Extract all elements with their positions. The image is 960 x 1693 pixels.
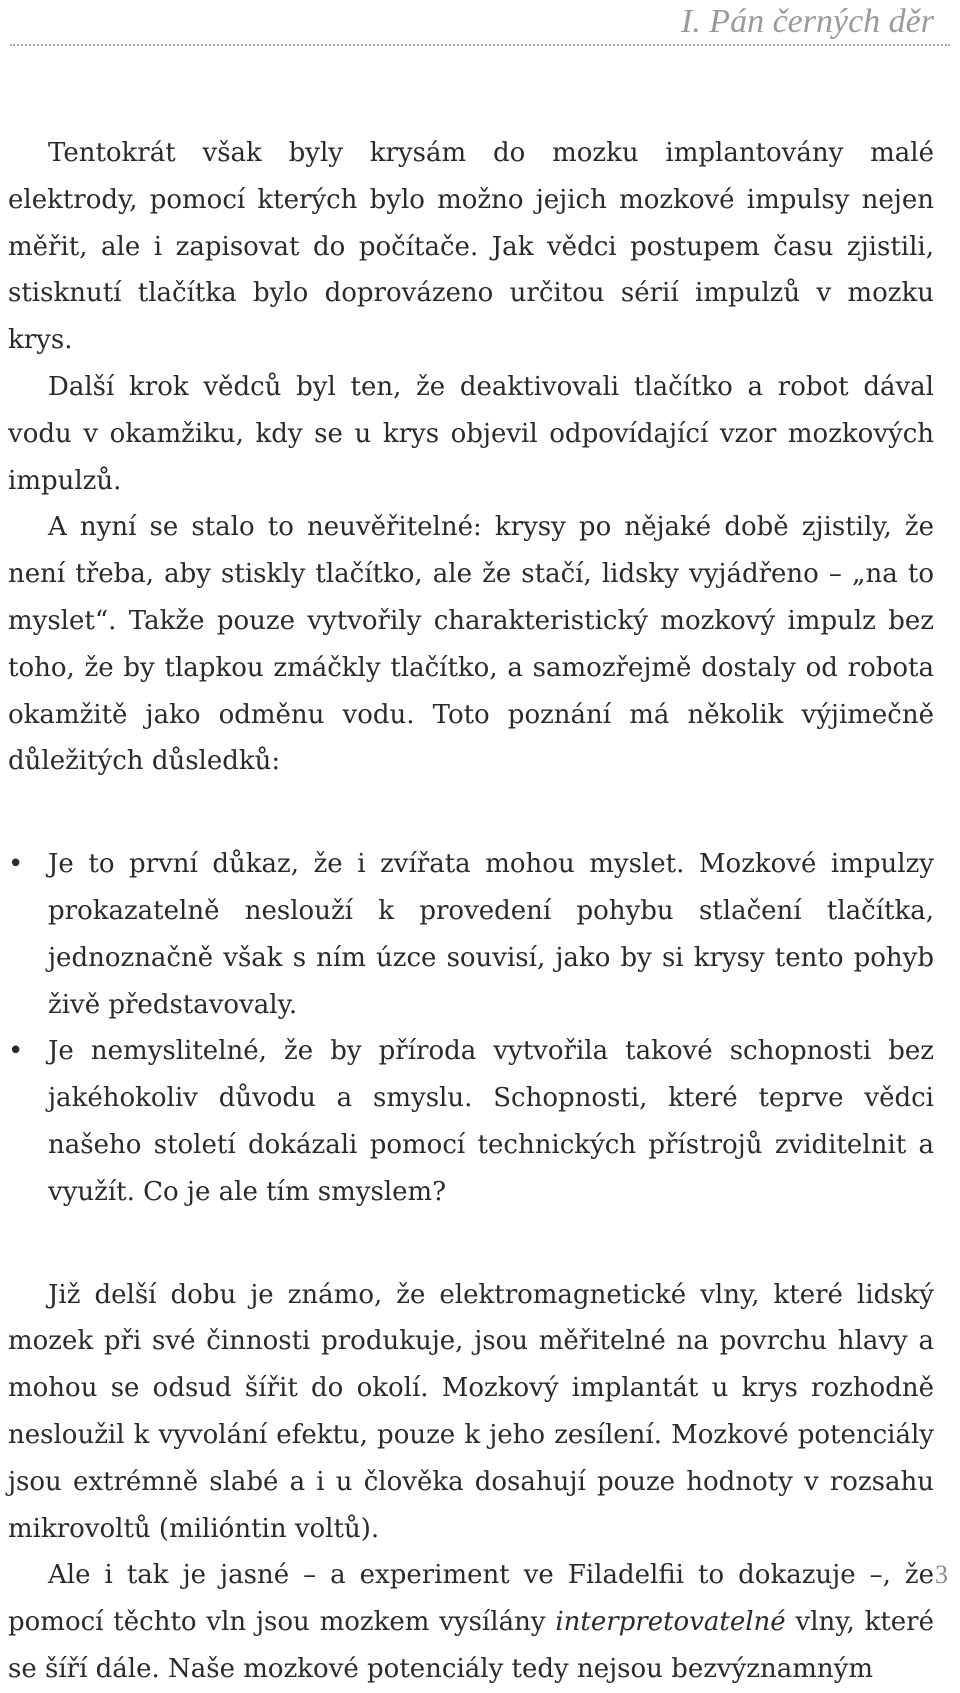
running-header (10, 0, 950, 48)
emphasized-word: interpretovatelné (555, 1607, 786, 1638)
bullet-icon: • (8, 849, 24, 880)
paragraph-text: Ale i tak je jasné – a experiment ve Filadelfii to dokazuje –, že pomocí těchto vln jsou mozkem vysílány (8, 1560, 934, 1638)
list-item (8, 841, 934, 1028)
bullet-icon: • (8, 1036, 24, 1067)
paragraph (8, 1552, 934, 1692)
paragraph-text: vlny, které se šíří dále. Naše mozkové potenciály tedy nejsou bezvýznamným (8, 1607, 934, 1684)
paragraph: A nyní se stalo to neuvěřitelné: krysy po nějaké době zjistily, že není třeba, aby stiskly tlačítko, ale že stačí, lidsky vyjádřeno – „na to myslet“. Takže pouze vytvořily charakteristický mozkový impulz bez toho, že by tlapkou zmáčkly tlačítko, a samozřejmě dostaly od robota okamžitě jako odměnu vodu. Toto poznání má několik výjimečně důležitých důsledků: (8, 512, 934, 777)
list-item (8, 1028, 934, 1215)
list-item-text: Je to první důkaz, že i zvířata mohou myslet. Mozkové impulzy prokazatelně neslouží k provedení pohybu stlačení tlačítka, jednoznačně však s ním úzce souvisí, jako by si krysy tento pohyb živě představovaly. (48, 849, 934, 1020)
page-number: 3 (935, 1560, 948, 1589)
paragraph: Další krok vědců byl ten, že deaktivovali tlačítko a robot dával vodu v okamžiku, kdy se u krys objevil odpovídající vzor mozkových impulzů. (8, 371, 934, 496)
paragraph: Již delší dobu je známo, že elektromagnetické vlny, které lidský mozek při své činnosti produkuje, jsou měřitelné na povrchu hlavy a mohou se odsud šířit do okolí. Mozkový implantát u krys rozhodně nesloužil k vyvolání efektu, pouze k jeho zesílení. Mozkové potenciály jsou extrémně slabé a i u člověka dosahují pouze hodnoty v rozsahu mikrovoltů (milióntin voltů). (8, 1279, 934, 1544)
consequences-list (8, 841, 934, 1215)
list-item-text: Je nemyslitelné, že by příroda vytvořila takové schopnosti bez jakéhokoliv důvodu a smyslu. Schopnosti, které teprve vědci našeho století dokázali pomocí technických přístrojů zviditelnit a využít. Co je ale tím smyslem? (48, 1036, 934, 1207)
page-body (8, 130, 934, 1693)
header-dotted-rule (10, 44, 950, 46)
chapter-title: I. Pán černých děr (680, 3, 934, 40)
paragraph: Tentokrát však byly krysám do mozku implantovány malé elektrody, pomocí kterých bylo možno jejich mozkové impulsy nejen měřit, ale i zapisovat do počítače. Jak vědci postupem času zjistili, stisknutí tlačítka bylo doprovázeno určitou sérií impulzů v mozku krys. (8, 138, 934, 356)
